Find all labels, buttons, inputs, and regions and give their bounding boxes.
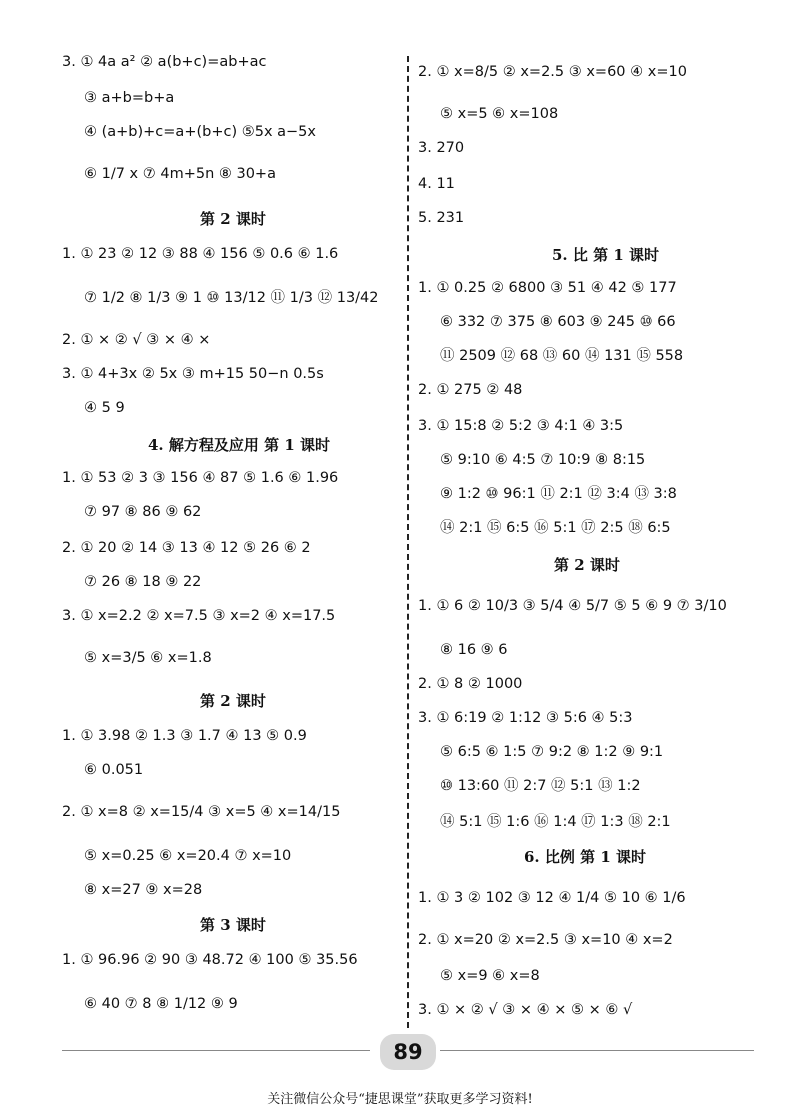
answer-line: 4. 11	[418, 176, 455, 192]
answer-line: ⑪ 2509 ⑫ 68 ⑬ 60 ⑭ 131 ⑮ 558	[440, 348, 684, 364]
section-heading: 6. 比例 第 1 课时	[524, 848, 646, 866]
answer-line: ⑧ x=27 ⑨ x=28	[84, 882, 203, 898]
column-divider	[407, 56, 409, 1028]
answer-line: 1. ① 3 ② 102 ③ 12 ④ 1/4 ⑤ 10 ⑥ 1/6	[418, 890, 686, 906]
answer-line: 5. 231	[418, 210, 465, 226]
footer-rule-left	[62, 1050, 370, 1051]
answer-line: ⑥ 1/7 x ⑦ 4m+5n ⑧ 30+a	[84, 166, 276, 182]
footer-note: 关注微信公众号“捷思课堂”获取更多学习资料!	[267, 1092, 533, 1107]
answer-line: 3. ① 4+3x ② 5x ③ m+15 50−n 0.5s	[62, 366, 324, 382]
answer-line: 2. ① 20 ② 14 ③ 13 ④ 12 ⑤ 26 ⑥ 2	[62, 540, 311, 556]
answer-line: 1. ① 53 ② 3 ③ 156 ④ 87 ⑤ 1.6 ⑥ 1.96	[62, 470, 339, 486]
answer-line: 2. ① 8 ② 1000	[418, 676, 523, 692]
answer-line: 3. ① 4a a² ② a(b+c)=ab+ac	[62, 54, 267, 70]
answer-line: ⑤ x=9 ⑥ x=8	[440, 968, 540, 984]
answer-line: ⑥ 332 ⑦ 375 ⑧ 603 ⑨ 245 ⑩ 66	[440, 314, 676, 330]
section-heading: 第 2 课时	[554, 556, 620, 574]
answer-line: ⑭ 5:1 ⑮ 1:6 ⑯ 1:4 ⑰ 1:3 ⑱ 2:1	[440, 814, 671, 830]
answer-line: 2. ① x=8/5 ② x=2.5 ③ x=60 ④ x=10	[418, 64, 687, 80]
answer-line: ⑩ 13:60 ⑪ 2:7 ⑫ 5:1 ⑬ 1:2	[440, 778, 641, 794]
page-number: 89	[380, 1034, 436, 1070]
answer-line: 1. ① 0.25 ② 6800 ③ 51 ④ 42 ⑤ 177	[418, 280, 677, 296]
answer-line: ⑤ x=5 ⑥ x=108	[440, 106, 559, 122]
answer-line: ⑥ 40 ⑦ 8 ⑧ 1/12 ⑨ 9	[84, 996, 238, 1012]
answer-line: ⑤ 6:5 ⑥ 1:5 ⑦ 9:2 ⑧ 1:2 ⑨ 9:1	[440, 744, 664, 760]
answer-line: ⑭ 2:1 ⑮ 6:5 ⑯ 5:1 ⑰ 2:5 ⑱ 6:5	[440, 520, 671, 536]
answer-line: 3. ① × ② √ ③ × ④ × ⑤ × ⑥ √	[418, 1002, 633, 1018]
answer-line: ④ (a+b)+c=a+(b+c) ⑤5x a−5x	[84, 124, 316, 140]
answer-line: ⑧ 16 ⑨ 6	[440, 642, 508, 658]
answer-line: 3. 270	[418, 140, 465, 156]
answer-line: ⑤ x=0.25 ⑥ x=20.4 ⑦ x=10	[84, 848, 292, 864]
answer-line: 2. ① 275 ② 48	[418, 382, 523, 398]
section-heading: 第 2 课时	[200, 210, 266, 228]
section-heading: 第 2 课时	[200, 692, 266, 710]
answer-line: ③ a+b=b+a	[84, 90, 175, 106]
answer-line: 1. ① 6 ② 10/3 ③ 5/4 ④ 5/7 ⑤ 5 ⑥ 9 ⑦ 3/10	[418, 598, 727, 614]
answer-line: ⑦ 1/2 ⑧ 1/3 ⑨ 1 ⑩ 13/12 ⑪ 1/3 ⑫ 13/42	[84, 290, 379, 306]
section-heading: 5. 比 第 1 课时	[552, 246, 659, 264]
answer-line: ⑥ 0.051	[84, 762, 144, 778]
answer-line: ⑦ 97 ⑧ 86 ⑨ 62	[84, 504, 202, 520]
footer-rule-right	[440, 1050, 754, 1051]
answer-line: 3. ① 15:8 ② 5:2 ③ 4:1 ④ 3:5	[418, 418, 624, 434]
answer-line: 1. ① 3.98 ② 1.3 ③ 1.7 ④ 13 ⑤ 0.9	[62, 728, 307, 744]
answer-line: ⑨ 1:2 ⑩ 96:1 ⑪ 2:1 ⑫ 3:4 ⑬ 3:8	[440, 486, 677, 502]
section-heading: 第 3 课时	[200, 916, 266, 934]
answer-line: 2. ① x=20 ② x=2.5 ③ x=10 ④ x=2	[418, 932, 673, 948]
answer-line: 2. ① × ② √ ③ × ④ ×	[62, 332, 211, 348]
section-heading: 4. 解方程及应用 第 1 课时	[148, 436, 330, 454]
answer-line: 1. ① 23 ② 12 ③ 88 ④ 156 ⑤ 0.6 ⑥ 1.6	[62, 246, 339, 262]
answer-line: 3. ① 6:19 ② 1:12 ③ 5:6 ④ 5:3	[418, 710, 633, 726]
answer-line: 2. ① x=8 ② x=15/4 ③ x=5 ④ x=14/15	[62, 804, 341, 820]
answer-line: ⑦ 26 ⑧ 18 ⑨ 22	[84, 574, 202, 590]
answer-line: 1. ① 96.96 ② 90 ③ 48.72 ④ 100 ⑤ 35.56	[62, 952, 358, 968]
answer-line: ⑤ 9:10 ⑥ 4:5 ⑦ 10:9 ⑧ 8:15	[440, 452, 646, 468]
answer-line: ⑤ x=3/5 ⑥ x=1.8	[84, 650, 212, 666]
answer-line: ④ 5 9	[84, 400, 125, 416]
answer-line: 3. ① x=2.2 ② x=7.5 ③ x=2 ④ x=17.5	[62, 608, 336, 624]
